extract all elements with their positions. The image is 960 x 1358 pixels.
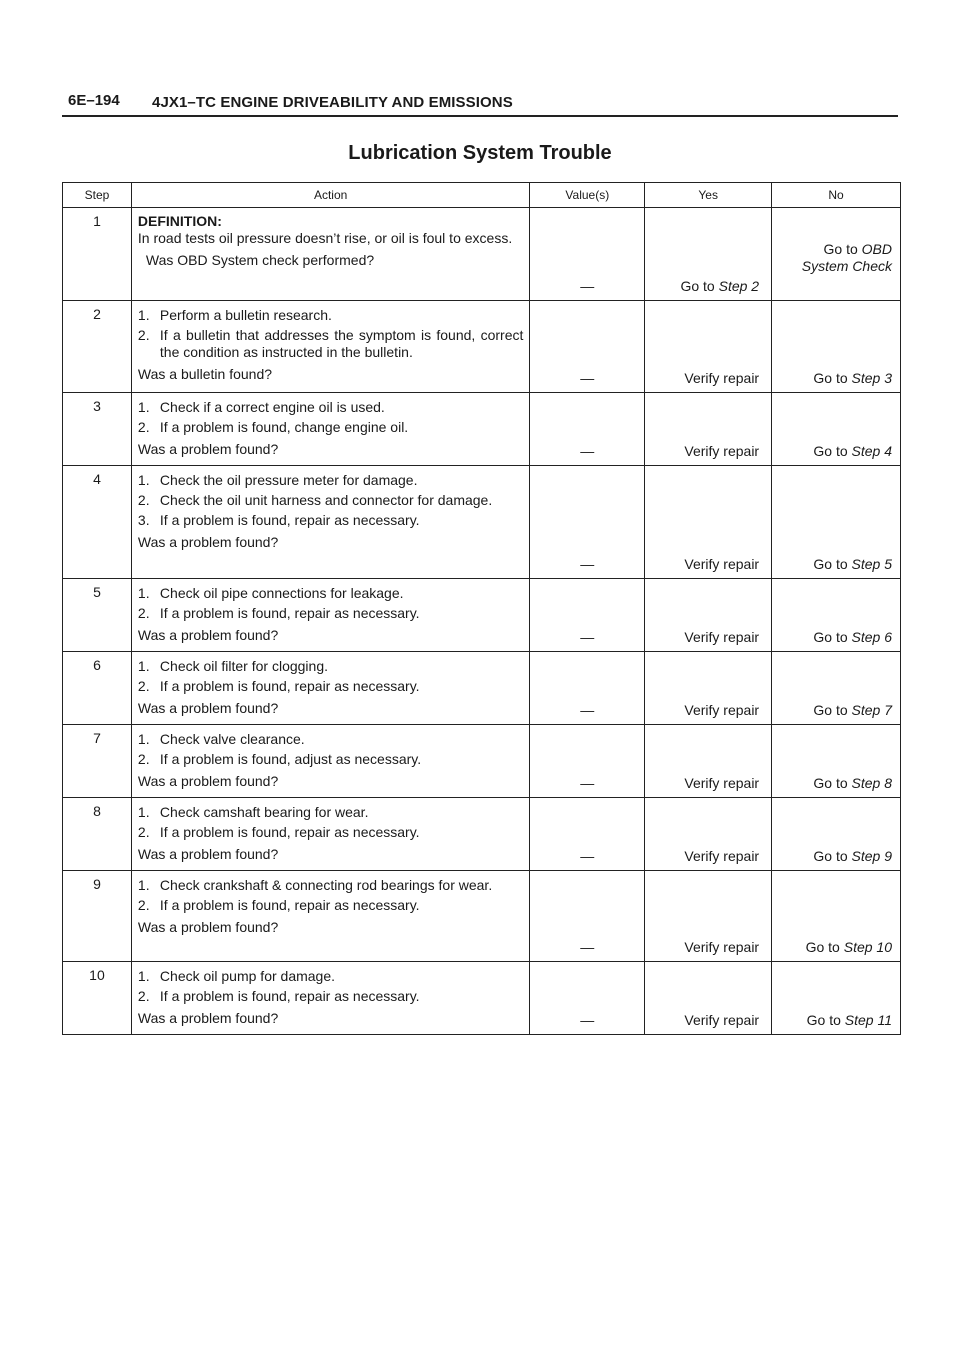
- no-step-link[interactable]: Step 6: [851, 629, 892, 645]
- no-cell: [772, 466, 901, 579]
- yes-cell: [645, 208, 772, 301]
- value-cell: —: [530, 208, 645, 301]
- action-item: [138, 824, 523, 841]
- action-item: [138, 678, 523, 695]
- action-item: [138, 492, 523, 509]
- no-prefix: Go to: [813, 629, 852, 645]
- no-step-link[interactable]: Step 4: [851, 443, 892, 459]
- header-rule: [62, 115, 898, 117]
- action-item-text: Check the oil unit harness and connector for damage.: [159, 492, 493, 508]
- no-step-link[interactable]: Step 10: [843, 939, 892, 955]
- action-item-number: 1.: [137, 472, 150, 488]
- yes-cell: Verify repair: [645, 871, 772, 962]
- no-step-link[interactable]: Step 5: [851, 556, 892, 572]
- action-item-text: If a problem is found, repair as necessary.: [159, 512, 420, 528]
- column-header-action: Action: [131, 183, 529, 208]
- action-cell: [131, 962, 529, 1035]
- action-item-text: Check oil pipe connections for leakage.: [159, 585, 404, 601]
- action-item-number: 1.: [137, 307, 150, 323]
- table-row: [63, 301, 901, 393]
- action-item-text: If a problem is found, repair as necessary.: [159, 988, 420, 1004]
- action-cell: [131, 466, 529, 579]
- action-item-number: 1.: [137, 804, 150, 820]
- yes-cell: Verify repair: [645, 301, 772, 393]
- action-cell: [131, 652, 529, 725]
- table-row: [63, 871, 901, 962]
- step-number: 6: [63, 652, 132, 725]
- action-item-number: 3.: [137, 512, 150, 528]
- table-row: [63, 652, 901, 725]
- table-row: [63, 466, 901, 579]
- yes-cell: Verify repair: [645, 652, 772, 725]
- action-item: [138, 751, 523, 768]
- action-item: [138, 585, 523, 602]
- action-item: [138, 472, 523, 489]
- no-step-link[interactable]: Step 8: [851, 775, 892, 791]
- yes-cell: Verify repair: [645, 393, 772, 466]
- value-cell: —: [530, 466, 645, 579]
- no-cell: [772, 301, 901, 393]
- action-item: [138, 877, 523, 894]
- no-prefix: Go to: [813, 370, 852, 386]
- action-item-text: Check the oil pressure meter for damage.: [159, 472, 418, 488]
- step-number: 3: [63, 393, 132, 466]
- definition-label: DEFINITION:: [137, 213, 222, 229]
- yes-cell: Verify repair: [645, 962, 772, 1035]
- step-number: 7: [63, 725, 132, 798]
- yes-step-link[interactable]: Step 2: [718, 278, 760, 294]
- action-cell: [131, 871, 529, 962]
- action-item-number: 2.: [137, 678, 150, 694]
- value-cell: —: [530, 579, 645, 652]
- section-title: Lubrication System Trouble: [348, 142, 612, 164]
- column-header-yes: Yes: [645, 183, 772, 208]
- no-cell: [772, 798, 901, 871]
- no-prefix: Go to: [813, 556, 852, 572]
- action-cell: [131, 579, 529, 652]
- column-header-values: Value(s): [530, 183, 645, 208]
- action-item: [138, 512, 523, 529]
- value-cell: —: [530, 962, 645, 1035]
- action-item: [138, 307, 523, 324]
- value-cell: —: [530, 798, 645, 871]
- table-body: [63, 208, 901, 1035]
- action-item-text: If a problem is found, repair as necessary.: [159, 605, 420, 621]
- diagnostic-table: [62, 182, 901, 1035]
- page-number: 6E–194: [68, 92, 120, 109]
- action-item-number: 2.: [137, 605, 150, 621]
- no-step-link[interactable]: Step 7: [851, 702, 892, 718]
- action-item: [138, 399, 523, 416]
- step-number: 9: [63, 871, 132, 962]
- no-prefix: Go to: [813, 848, 852, 864]
- manual-title: 4JX1–TC ENGINE DRIVEABILITY AND EMISSIONS: [152, 94, 513, 111]
- action-item-text: If a problem is found, repair as necessary.: [159, 897, 420, 913]
- action-item-text: If a problem is found, repair as necessary.: [159, 824, 420, 840]
- action-item-text: Perform a bulletin research.: [159, 307, 332, 323]
- action-cell: [131, 798, 529, 871]
- action-item-text: If a problem is found, adjust as necessary.: [159, 751, 422, 767]
- value-cell: —: [530, 393, 645, 466]
- page-header: [62, 88, 898, 118]
- action-cell: [131, 725, 529, 798]
- no-prefix: Go to: [806, 1012, 845, 1028]
- table-row: [63, 393, 901, 466]
- action-item-number: 1.: [137, 968, 150, 984]
- no-prefix: Go to: [813, 443, 852, 459]
- action-item-text: Check camshaft bearing for wear.: [159, 804, 369, 820]
- action-item-text: Check if a correct engine oil is used.: [159, 399, 385, 415]
- step-question: Was a problem found?: [137, 1010, 279, 1026]
- action-item: [138, 605, 523, 622]
- action-item-number: 1.: [137, 399, 150, 415]
- column-header-step: Step: [63, 183, 132, 208]
- yes-cell: Verify repair: [645, 466, 772, 579]
- no-step-link[interactable]: OBD System Check: [801, 240, 892, 274]
- definition-text: In road tests oil pressure doesn’t rise, or oil is foul to excess.: [137, 230, 513, 246]
- table-row: [63, 798, 901, 871]
- step-number: 8: [63, 798, 132, 871]
- action-item: [138, 897, 523, 914]
- no-step-link[interactable]: Step 3: [851, 370, 892, 386]
- action-item: [138, 804, 523, 821]
- no-prefix: Go to: [805, 939, 844, 955]
- action-item-number: 1.: [137, 731, 150, 747]
- step-question: Was a problem found?: [137, 441, 279, 457]
- step-question: Was a problem found?: [137, 627, 279, 643]
- action-item: [138, 658, 523, 675]
- value-cell: —: [530, 725, 645, 798]
- no-prefix: Go to: [813, 702, 852, 718]
- action-item-number: 2.: [137, 419, 150, 435]
- table-header-row: [63, 183, 901, 208]
- no-cell: [772, 871, 901, 962]
- step-question: Was a problem found?: [137, 919, 279, 935]
- no-cell: [772, 962, 901, 1035]
- action-item-text: Check oil pump for damage.: [159, 968, 336, 984]
- step-question: Was OBD System check performed?: [145, 252, 375, 268]
- action-item: [138, 968, 523, 985]
- yes-cell: Verify repair: [645, 579, 772, 652]
- action-cell: [131, 393, 529, 466]
- action-item: [138, 419, 523, 436]
- action-item-number: 2.: [137, 824, 150, 840]
- action-cell: [131, 301, 529, 393]
- yes-cell: Verify repair: [645, 798, 772, 871]
- step-number: 4: [63, 466, 132, 579]
- no-step-link[interactable]: Step 9: [851, 848, 892, 864]
- table-row: [63, 208, 901, 301]
- table-row: [63, 962, 901, 1035]
- action-cell: [131, 208, 529, 301]
- step-question: Was a problem found?: [137, 846, 279, 862]
- step-question: Was a problem found?: [137, 773, 279, 789]
- yes-cell: Verify repair: [645, 725, 772, 798]
- action-item-number: 1.: [137, 658, 150, 674]
- value-cell: —: [530, 871, 645, 962]
- no-cell: [772, 579, 901, 652]
- action-item-number: 2.: [137, 988, 150, 1004]
- table-row: [63, 725, 901, 798]
- step-number: 2: [63, 301, 132, 393]
- no-cell: [772, 208, 901, 301]
- action-item-number: 2.: [137, 751, 150, 767]
- step-question: Was a bulletin found?: [137, 366, 273, 382]
- no-prefix: Go to: [813, 775, 852, 791]
- value-cell: —: [530, 301, 645, 393]
- step-number: 1: [63, 208, 132, 301]
- action-item-number: 2.: [137, 492, 150, 508]
- action-item-text: Check valve clearance.: [159, 731, 305, 747]
- action-item: [138, 988, 523, 1005]
- no-cell: [772, 725, 901, 798]
- yes-prefix: Go to: [680, 278, 719, 294]
- action-item: [138, 731, 523, 748]
- step-question: Was a problem found?: [137, 534, 279, 550]
- action-item-text: If a problem is found, repair as necessary.: [159, 678, 420, 694]
- action-item-text: If a problem is found, change engine oil.: [159, 419, 409, 435]
- step-number: 5: [63, 579, 132, 652]
- column-header-no: No: [772, 183, 901, 208]
- action-item: [138, 327, 523, 361]
- action-item-text: Check crankshaft & connecting rod bearings for wear.: [159, 877, 493, 893]
- no-step-link[interactable]: Step 11: [844, 1012, 892, 1028]
- action-item-number: 2.: [137, 897, 150, 913]
- value-cell: —: [530, 652, 645, 725]
- action-item-number: 1.: [137, 877, 150, 893]
- action-item-number: 2.: [137, 327, 150, 343]
- no-cell: [772, 652, 901, 725]
- step-number: 10: [63, 962, 132, 1035]
- action-item-text: Check oil filter for clogging.: [159, 658, 328, 674]
- step-question: Was a problem found?: [137, 700, 279, 716]
- action-item-text: If a bulletin that addresses the symptom is found, correct the condition as instructed in the bulletin.: [159, 327, 524, 360]
- table-row: [63, 579, 901, 652]
- no-cell: [772, 393, 901, 466]
- action-item-number: 1.: [137, 585, 150, 601]
- no-prefix: Go to: [823, 240, 862, 257]
